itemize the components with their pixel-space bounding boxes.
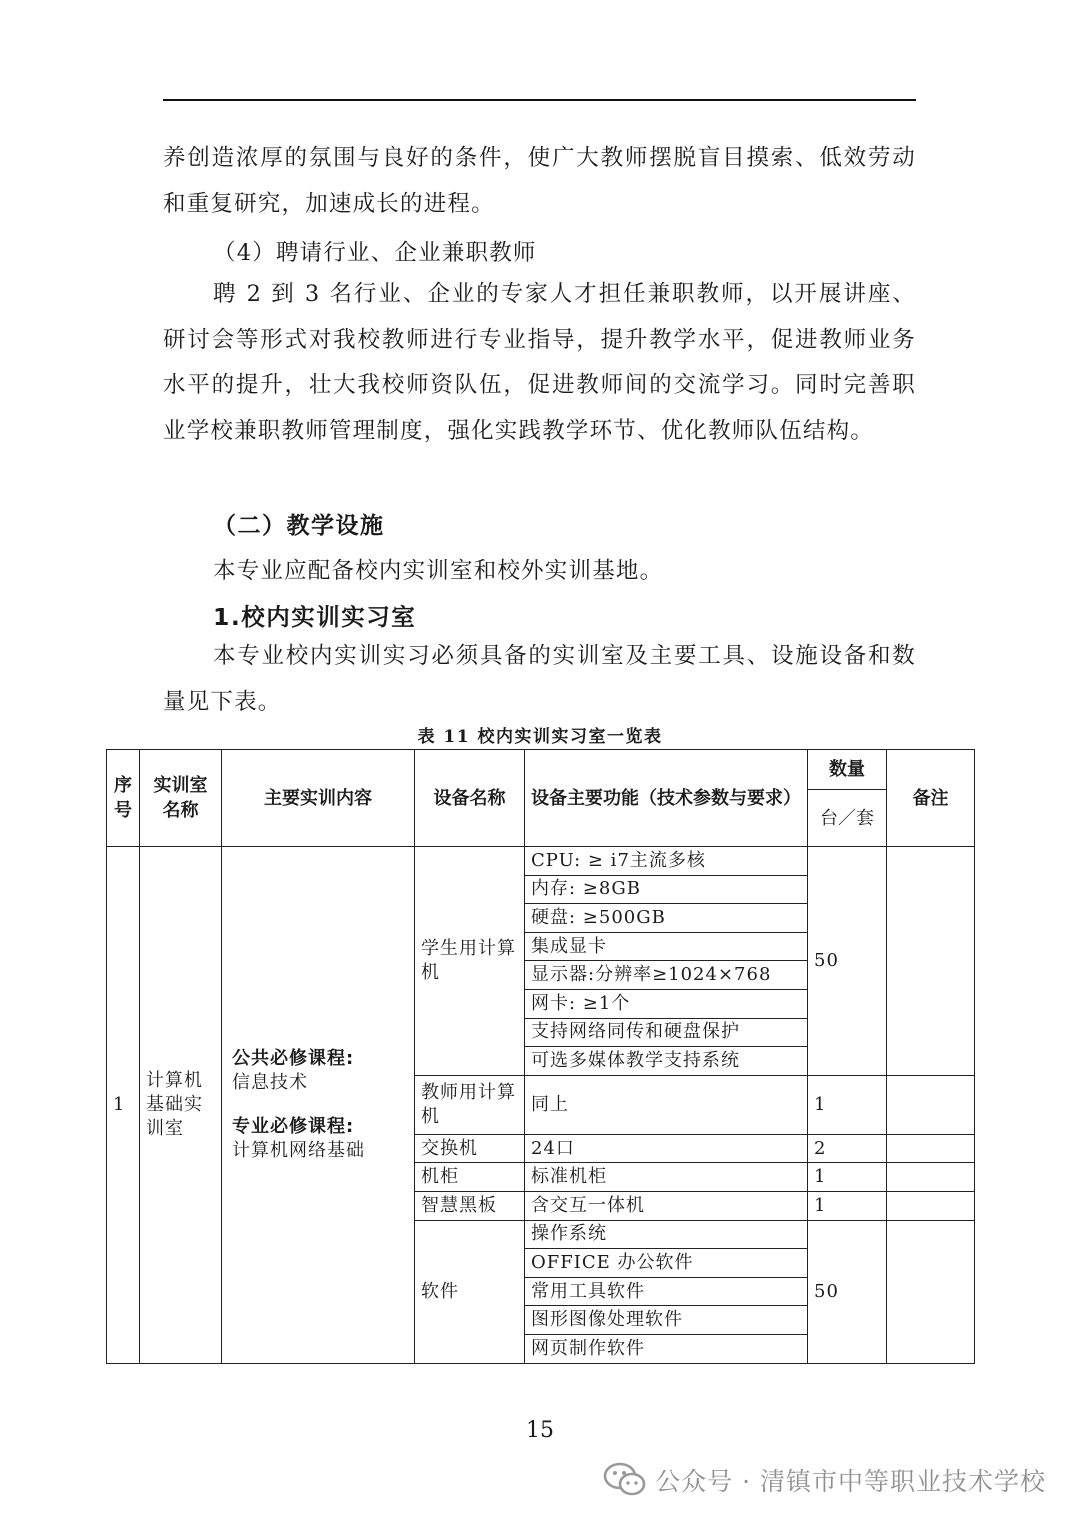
major-course-value: 计算机网络基础 bbox=[232, 1139, 365, 1161]
equipment-function: CPU: ≥ i7主流多核 bbox=[525, 847, 808, 876]
equipment-name: 机柜 bbox=[415, 1163, 525, 1192]
equipment-function: 可选多媒体教学支持系统 bbox=[525, 1047, 808, 1076]
row-seq: 1 bbox=[107, 847, 140, 1364]
header-rule bbox=[163, 99, 916, 101]
equipment-function: 图形图像处理软件 bbox=[525, 1306, 808, 1335]
equipment-function: 标准机柜 bbox=[525, 1163, 808, 1192]
paragraph-3: 本专业应配备校内实训室和校外实训基地。 bbox=[213, 558, 664, 584]
equipment-name: 交换机 bbox=[415, 1134, 525, 1163]
equipment-function: 支持网络同传和硬盘保护 bbox=[525, 1018, 808, 1047]
equipment-function: 含交互一体机 bbox=[525, 1191, 808, 1220]
header-quantity-unit: 台／套 bbox=[808, 790, 887, 847]
row-room-name: 计算机基础实训室 bbox=[140, 847, 222, 1364]
equipment-function: OFFICE 办公软件 bbox=[525, 1249, 808, 1278]
equipment-function: 显示器:分辨率≥1024×768 bbox=[525, 961, 808, 990]
header-seq: 序号 bbox=[107, 750, 140, 847]
equipment-function: 操作系统 bbox=[525, 1220, 808, 1249]
equipment-remarks bbox=[887, 1220, 975, 1363]
paragraph-2: 聘 2 到 3 名行业、企业的专家人才担任兼职教师，以开展讲座、研讨会等形式对我校教师进行专业指导，提升教学水平，促进教师业务水平的提升，壮大我校师资队伍，促进教师间的交流学习。同时完善职业学校兼职教师管理制度，强化实践教学环节、优化教师队伍结构。 bbox=[163, 281, 916, 444]
major-course-label: 专业必修课程: bbox=[232, 1115, 355, 1137]
equipment-function: 集成显卡 bbox=[525, 932, 808, 961]
subheading-part-time-teachers: （4）聘请行业、企业兼职教师 bbox=[213, 240, 537, 266]
equipment-function: 常用工具软件 bbox=[525, 1277, 808, 1306]
equipment-quantity: 2 bbox=[808, 1134, 887, 1163]
equipment-remarks bbox=[887, 1191, 975, 1220]
header-function: 设备主要功能（技术参数与要求） bbox=[525, 750, 808, 847]
equipment-name: 智慧黑板 bbox=[415, 1191, 525, 1220]
public-course-value: 信息技术 bbox=[232, 1071, 308, 1093]
equipment-remarks bbox=[887, 1163, 975, 1192]
equipment-quantity: 50 bbox=[808, 847, 887, 1076]
equipment-name: 教师用计算机 bbox=[415, 1075, 525, 1134]
header-content: 主要实训内容 bbox=[222, 750, 415, 847]
row-training-content bbox=[222, 847, 415, 1364]
paragraph-4: 本专业校内实训实习必须具备的实训室及主要工具、设施设备和数量见下表。 bbox=[163, 643, 916, 715]
wechat-icon bbox=[603, 1462, 647, 1498]
header-quantity: 数量 bbox=[808, 750, 887, 790]
equipment-function: 网页制作软件 bbox=[525, 1334, 808, 1363]
equipment-function: 网卡: ≥1个 bbox=[525, 989, 808, 1018]
paragraph-1: 养创造浓厚的氛围与良好的条件，使广大教师摆脱盲目摸索、低效劳动和重复研究，加速成长的进程。 bbox=[163, 145, 916, 217]
header-remarks: 备注 bbox=[887, 750, 975, 847]
training-room-table bbox=[106, 749, 975, 1364]
watermark bbox=[603, 1462, 1046, 1498]
equipment-quantity: 1 bbox=[808, 1075, 887, 1134]
equipment-function: 24口 bbox=[525, 1134, 808, 1163]
equipment-remarks bbox=[887, 1134, 975, 1163]
watermark-text: 公众号 · 清镇市中等职业技术学校 bbox=[655, 1467, 1046, 1496]
equipment-quantity: 50 bbox=[808, 1220, 887, 1363]
section-title-teaching-facilities: （二）教学设施 bbox=[213, 513, 385, 539]
equipment-function: 同上 bbox=[525, 1075, 808, 1134]
equipment-function: 内存: ≥8GB bbox=[525, 875, 808, 904]
table-caption: 表 11 校内实训实习室一览表 bbox=[417, 727, 663, 747]
public-course-label: 公共必修课程: bbox=[232, 1047, 355, 1069]
subsection-title-training-room: 1.校内实训实习室 bbox=[213, 603, 417, 631]
equipment-name: 学生用计算机 bbox=[415, 847, 525, 1076]
equipment-function: 硬盘: ≥500GB bbox=[525, 904, 808, 933]
header-equipment: 设备名称 bbox=[415, 750, 525, 847]
equipment-remarks bbox=[887, 1075, 975, 1134]
equipment-quantity: 1 bbox=[808, 1191, 887, 1220]
header-room: 实训室名称 bbox=[140, 750, 222, 847]
page-number: 15 bbox=[526, 1418, 554, 1443]
equipment-name: 软件 bbox=[415, 1220, 525, 1363]
equipment-quantity: 1 bbox=[808, 1163, 887, 1192]
equipment-remarks bbox=[887, 847, 975, 1076]
